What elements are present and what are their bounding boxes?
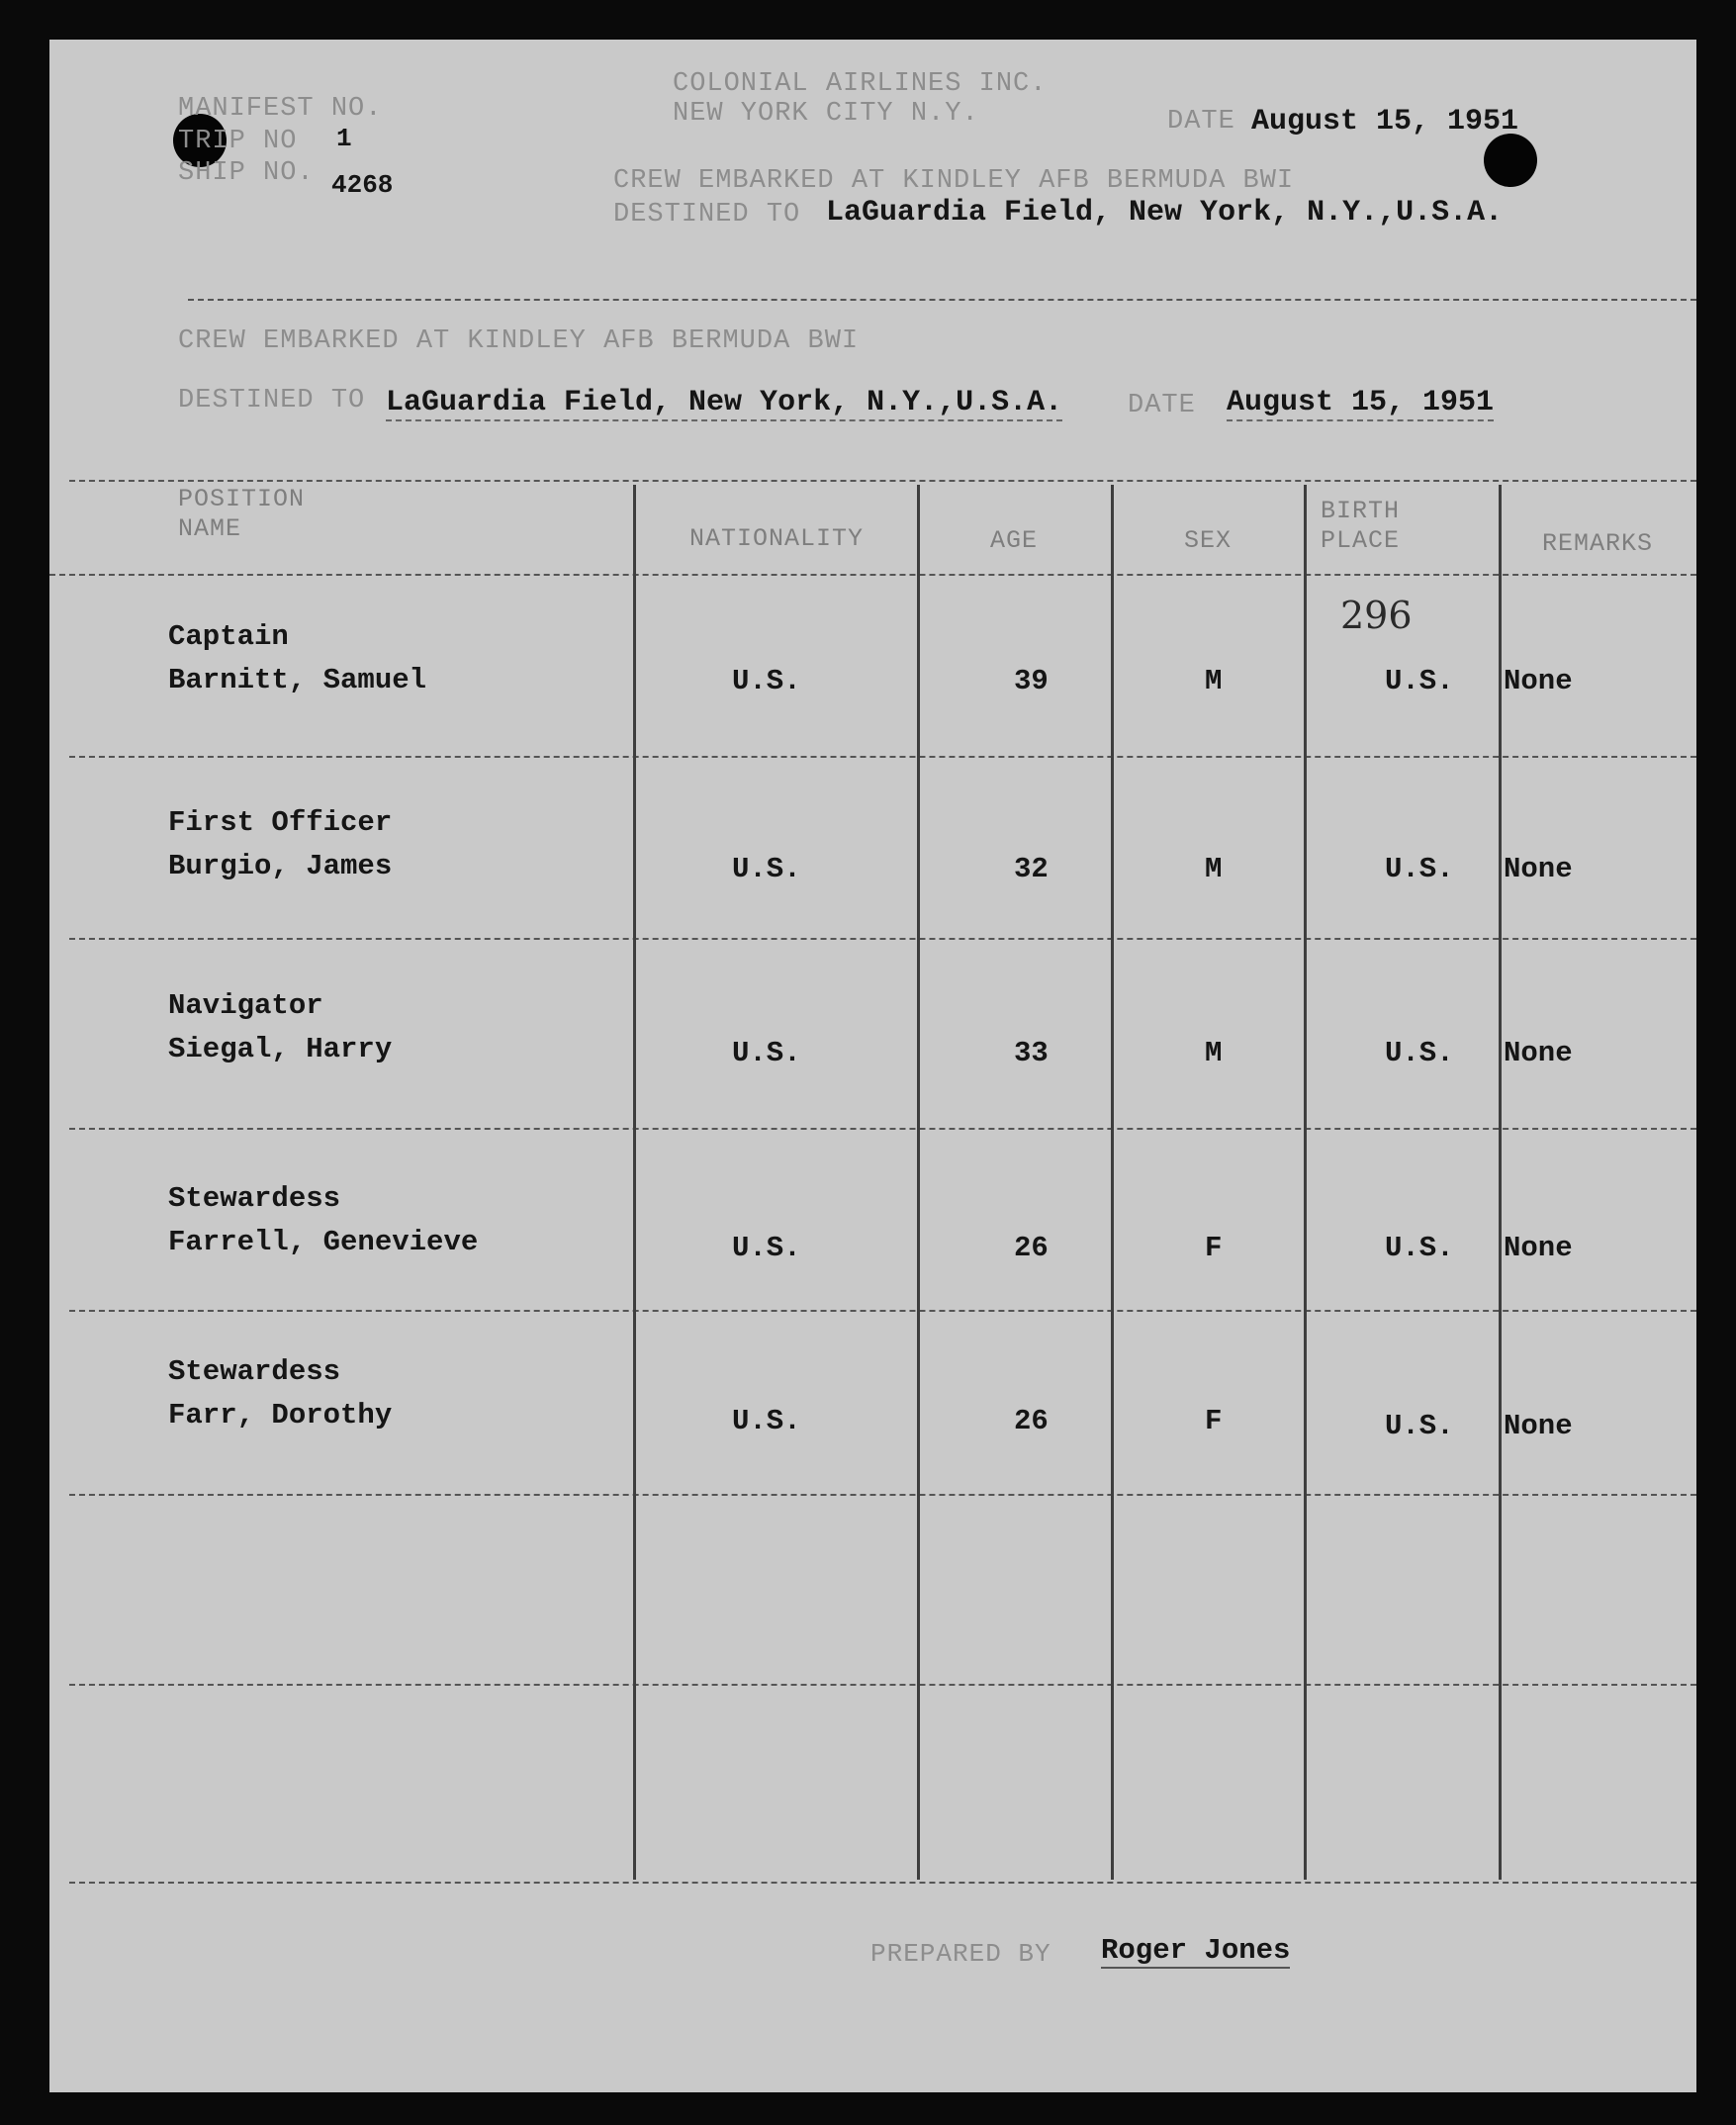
header-date-label: DATE [1167,107,1235,137]
table-top-line [69,480,1696,482]
row-nationality: U.S. [732,665,801,697]
col-header-sex: SEX [1183,526,1232,555]
section-date-label: DATE [1128,391,1196,420]
row-age: 32 [1014,853,1049,885]
section-date-value: August 15, 1951 [1227,386,1495,419]
header-destined-value: LaGuardia Field, New York, N.Y.,U.S.A. [826,196,1504,230]
company-city: NEW YORK CITY N.Y. [673,99,979,129]
row-position: Captain [168,620,289,653]
position-cell [168,801,392,888]
position-cell [168,1177,478,1264]
row-divider [69,1684,1696,1686]
col-header-nationality: NATIONALITY [688,524,865,553]
row-nationality: U.S. [732,1037,801,1069]
header-embarked-line: CREW EMBARKED AT KINDLEY AFB BERMUDA BWI [613,166,1295,196]
trip-label: TRIP NO [178,127,298,156]
col-header-position-line2: NAME [178,514,242,543]
row-remarks: None [1504,1037,1573,1069]
row-position: Navigator [168,989,323,1022]
row-remarks: None [1504,665,1573,697]
header-date-value: August 15, 1951 [1251,105,1519,139]
row-divider [69,1494,1696,1496]
row-birth-place: U.S. [1385,1410,1454,1442]
handwritten-annotation: 296 [1340,594,1413,637]
position-cell [168,984,392,1071]
row-age: 26 [1014,1405,1049,1437]
col-header-remarks: REMARKS [1541,529,1654,558]
column-divider [1111,485,1114,1880]
row-age: 33 [1014,1037,1049,1069]
row-sex: F [1205,1405,1223,1437]
manifest-label: MANIFEST NO. [178,94,383,124]
col-header-position-line1: POSITION [178,485,306,513]
row-position: First Officer [168,806,393,839]
ship-value: 4268 [331,170,394,200]
col-header-age: AGE [989,526,1038,555]
row-position: Stewardess [168,1182,341,1215]
manifest-sheet [49,40,1696,2092]
trip-value: 1 [336,124,352,153]
column-divider [1304,485,1307,1880]
col-header-birth-place-line1: BIRTH [1321,497,1401,525]
column-divider [917,485,920,1880]
company-name: COLONIAL AIRLINES INC. [673,69,1048,99]
row-divider [69,1128,1696,1130]
row-nationality: U.S. [732,1232,801,1264]
prepared-by-label: PREPARED BY [870,1939,1051,1969]
row-remarks: None [1504,853,1573,885]
row-birth-place: U.S. [1385,1037,1454,1069]
col-header-position [178,485,305,544]
column-divider [633,485,636,1880]
position-cell [168,1350,392,1437]
ship-label: SHIP NO. [178,158,315,188]
position-cell [168,615,426,702]
section-embarked-line: CREW EMBARKED AT KINDLEY AFB BERMUDA BWI [178,326,860,356]
row-name: Siegal, Harry [168,1033,393,1065]
row-birth-place: U.S. [1385,853,1454,885]
header-destined-label: DESTINED TO [613,200,801,230]
row-nationality: U.S. [732,1405,801,1437]
row-sex: M [1205,1037,1223,1069]
row-birth-place: U.S. [1385,665,1454,697]
row-divider [69,938,1696,940]
column-divider [1499,485,1502,1880]
row-remarks: None [1504,1232,1573,1264]
col-header-birth-place-line2: PLACE [1321,526,1401,555]
row-divider [69,756,1696,758]
row-name: Burgio, James [168,850,393,882]
table-header-bottom-line [49,574,1696,576]
header-divider [188,299,1696,301]
section-destined-value: LaGuardia Field, New York, N.Y.,U.S.A. [386,386,1063,419]
row-name: Farr, Dorothy [168,1399,393,1432]
row-divider [69,1310,1696,1312]
row-birth-place: U.S. [1385,1232,1454,1264]
row-sex: M [1205,853,1223,885]
row-position: Stewardess [168,1355,341,1388]
row-name: Farrell, Genevieve [168,1226,479,1258]
row-age: 39 [1014,665,1049,697]
row-remarks: None [1504,1410,1573,1442]
row-sex: F [1205,1232,1223,1264]
section-destined-label: DESTINED TO [178,386,366,416]
row-name: Barnitt, Samuel [168,664,427,696]
table-bottom-line [69,1882,1696,1884]
row-age: 26 [1014,1232,1049,1264]
row-sex: M [1205,665,1223,697]
punch-hole-right [1484,134,1537,187]
col-header-birth-place [1321,497,1400,556]
row-nationality: U.S. [732,853,801,885]
prepared-by-value: Roger Jones [1101,1934,1291,1967]
